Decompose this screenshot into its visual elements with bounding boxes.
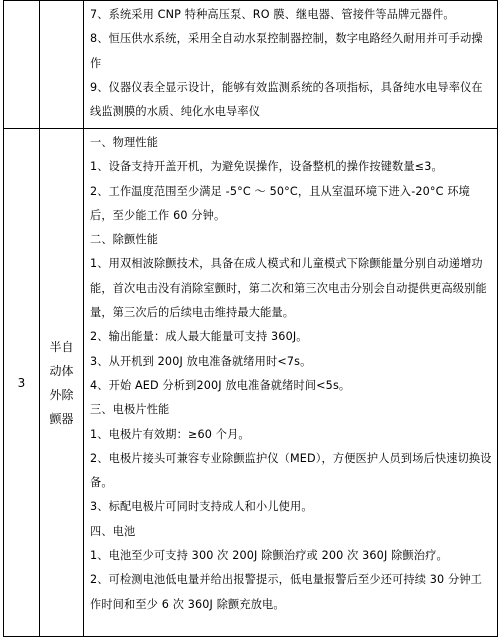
row-name-cell-empty <box>40 1 84 129</box>
spec-line: 2、输出能量：成人最大能量可支持 360J。 <box>90 330 308 344</box>
spec-line: 1、设备支持开盖开机，为避免误操作，设备整机的操作按键数量≤3。 <box>90 160 443 174</box>
spec-line: 二、除颤性能 <box>90 233 159 247</box>
spec-line: 1、电池至少可支持 300 次 200J 除颤治疗或 200 次 360J 除颤治疗。 <box>90 549 448 563</box>
table-row-aed <box>4 129 498 637</box>
spec-line: 8、恒压供水系统，采用全自动水泵控制器控制，数字电路经久耐用并可手动操作 <box>90 32 483 70</box>
row-index-cell-empty <box>4 1 40 129</box>
spec-line: 2、工作温度范围至少满足 -5°C ～ 50°C，且从室温环境下进入-20°C 环境后，至少能工作 60 分钟。 <box>90 184 471 222</box>
description-text-block <box>84 1 497 126</box>
spec-line: 四、电池 <box>90 524 136 538</box>
spec-line: 3、从开机到 200J 放电准备就绪用时<7s。 <box>90 354 312 368</box>
spec-line: 一、物理性能 <box>90 136 159 149</box>
spec-line: 3、标配电极片可同时支持成人和小儿使用。 <box>90 500 313 514</box>
spec-line: 2、可检测电池低电量并给出报警提示，低电量报警后至少还可持续 30 分钟工作时间和至少 6 次 360J 除颤充放电。 <box>90 573 483 611</box>
row-index-cell <box>4 129 40 637</box>
spec-line: 1、电极片有效期：≥60 个月。 <box>90 427 250 441</box>
row-description-cell <box>84 129 498 637</box>
spec-line: 1、用双相波除颤技术，具备在成人模式和儿童模式下除颤能量分别自动递增功能，首次电击没有消除室颤时，第二次和第三次电击分别会自动提供更高级别能量，第三次后的后续电击维持最大能量。 <box>90 257 487 320</box>
spec-line: 9、仪器仪表全显示设计，能够有效监测系统的各项指标，具备纯水电导率仪在线监测膜的水质、纯化水电导率仪 <box>90 80 483 119</box>
row-index: 3 <box>17 375 26 390</box>
description-text-block <box>84 129 497 619</box>
row-description-cell <box>84 1 498 129</box>
spec-line: 三、电极片性能 <box>90 403 170 417</box>
spec-table <box>3 0 498 637</box>
device-name: 半自动体外除颤器 <box>49 339 74 426</box>
spec-line: 4、开始 AED 分析到200J 放电准备就绪时间<5s。 <box>90 378 351 392</box>
row-name-cell <box>40 129 84 637</box>
spec-line: 7、系统采用 CNP 特种高压泵、RO 膜、继电器、管接件等品牌元器件。 <box>90 8 455 21</box>
spec-line: 2、电极片接头可兼容专业除颤监护仪（MED），方便医护人员到场后快速切换设备。 <box>90 451 492 490</box>
table-row-previous <box>4 1 498 129</box>
